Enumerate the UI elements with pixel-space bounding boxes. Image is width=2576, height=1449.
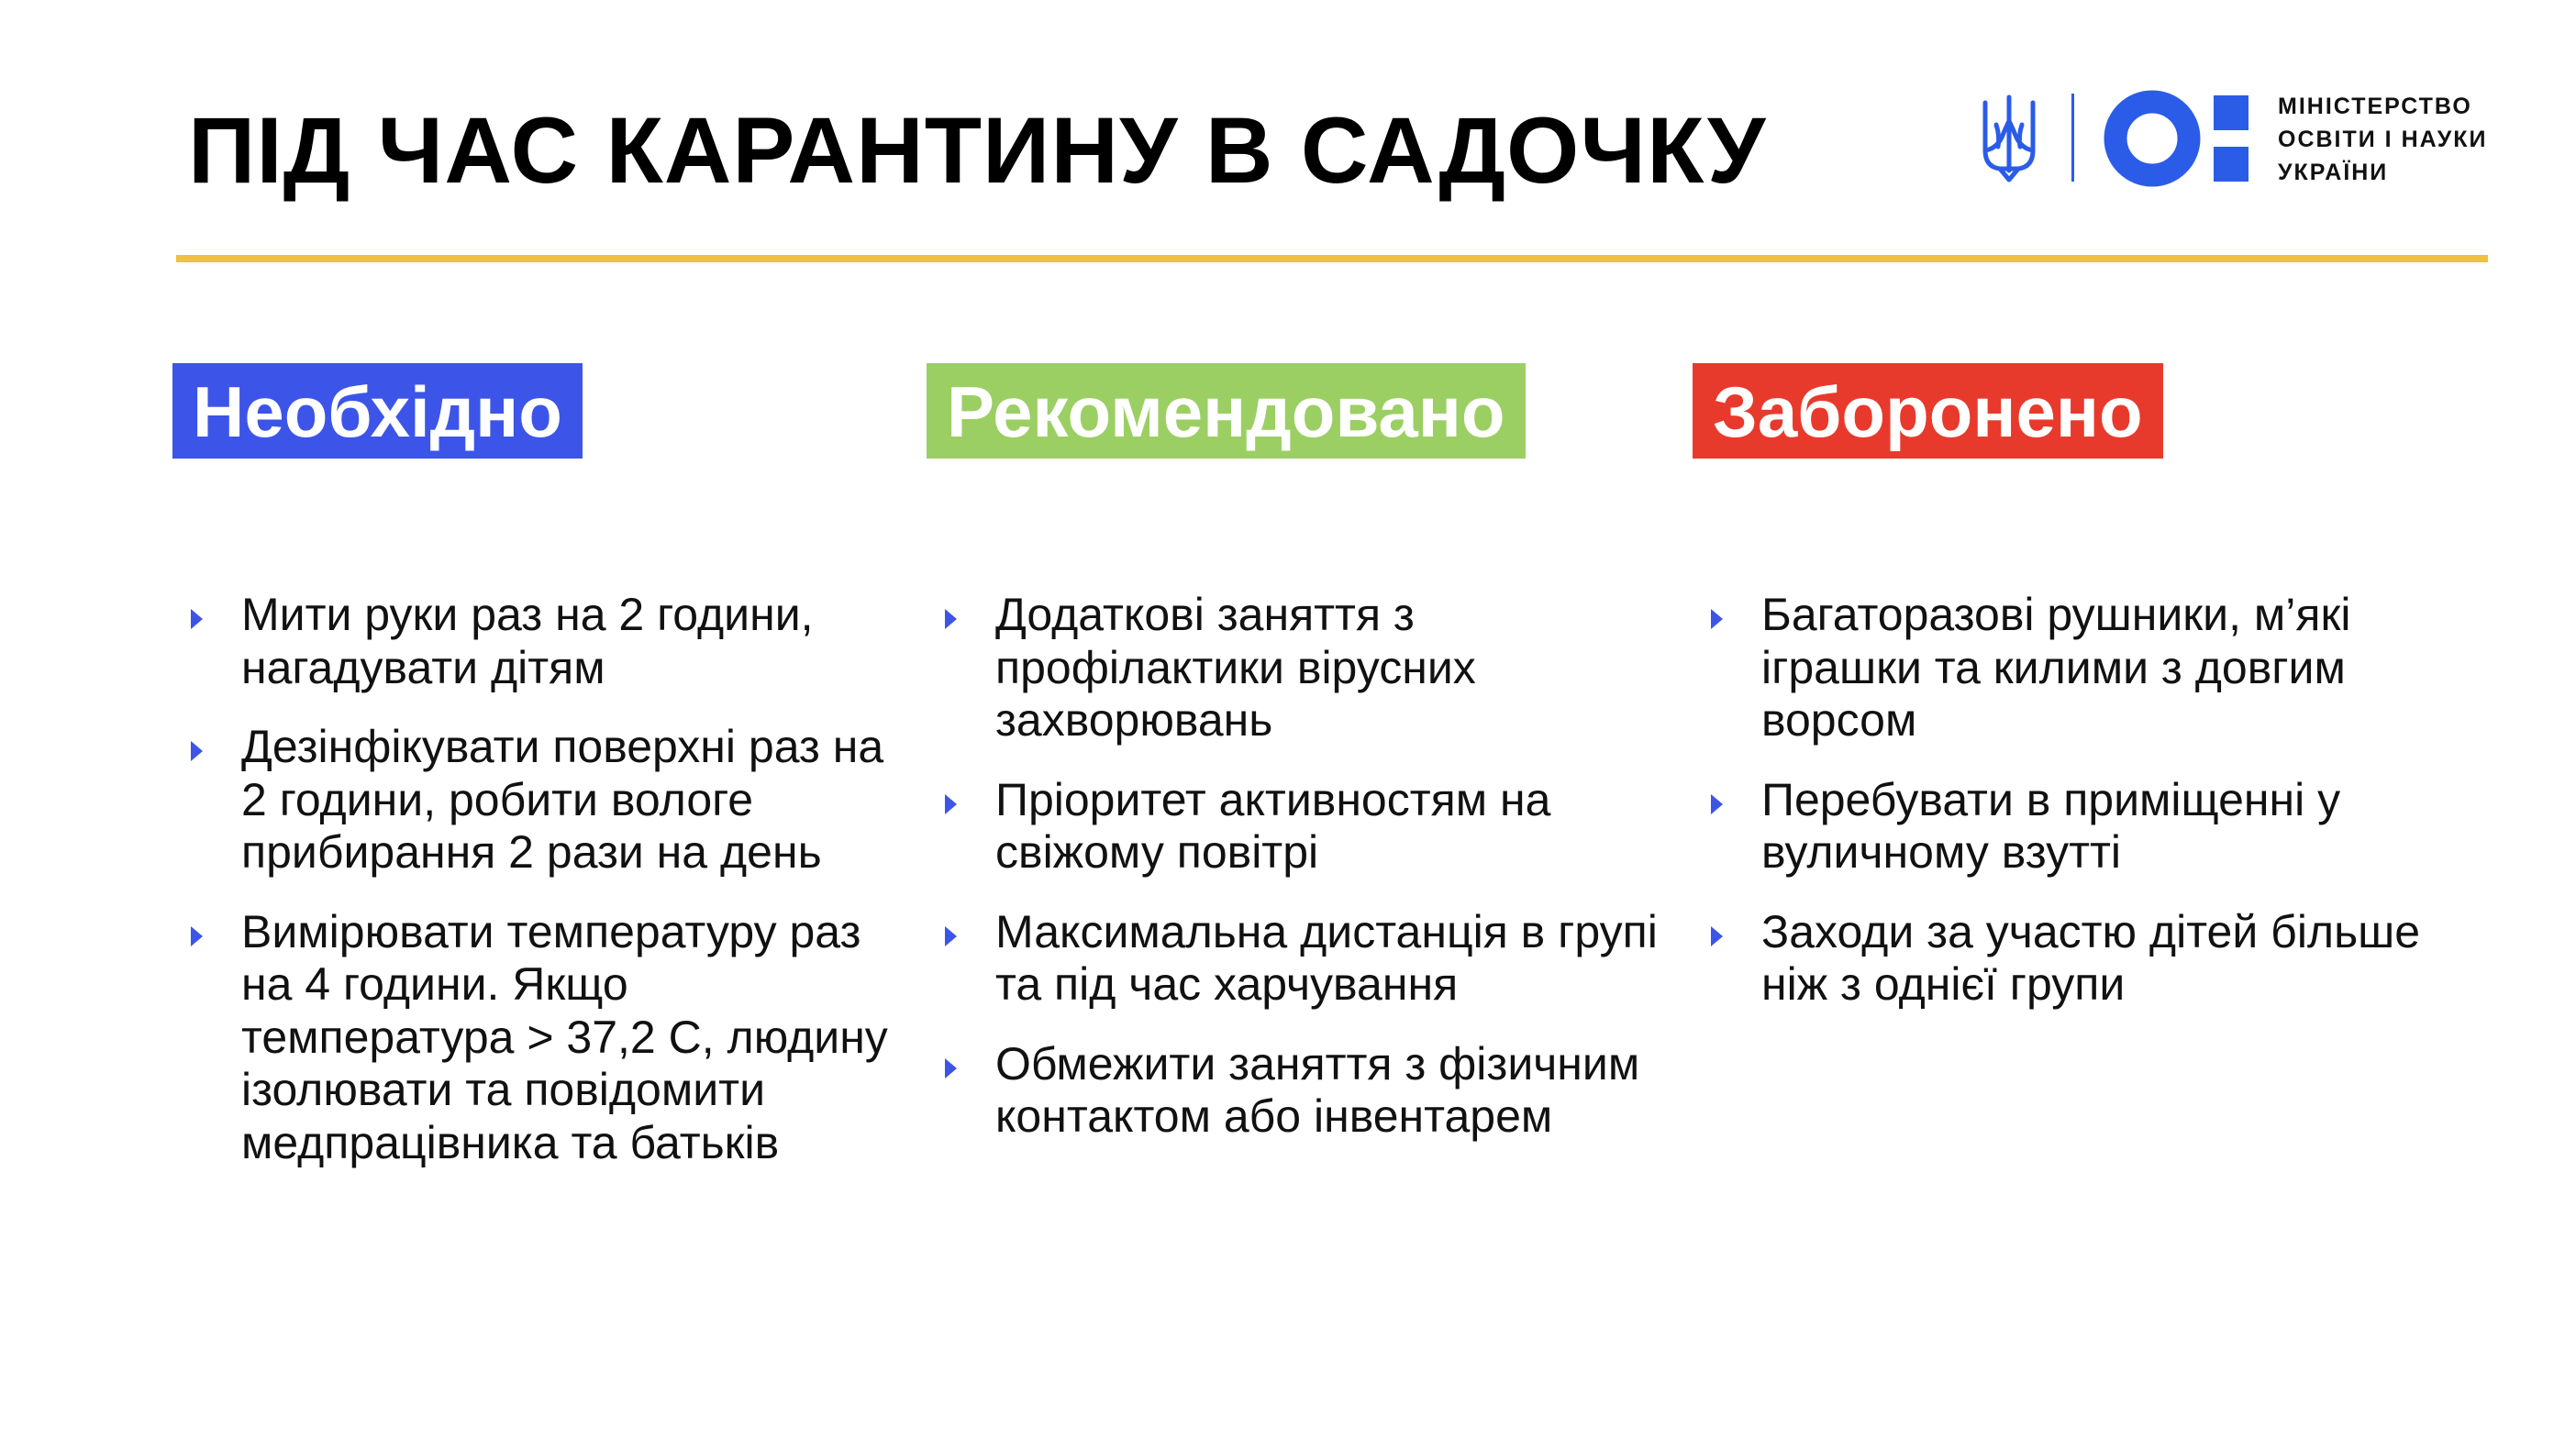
- header-divider: [176, 255, 2488, 262]
- bullet-triangle-icon: [945, 609, 957, 629]
- list-item-text: Вимірювати температуру раз на 4 години. Якщо температура > 37,2 С, людину ізолювати та повідомити медпрацівника та батьків: [241, 905, 888, 1168]
- list-item: [1711, 774, 2491, 879]
- ministry-line: ОСВІТИ І НАУКИ: [2278, 127, 2488, 152]
- list-item-text: Перебувати в приміщенні у вуличному взутті: [1761, 773, 2341, 878]
- list-item-text: Дезінфікувати поверхні раз на 2 години, робити вологе прибирання 2 рази на день: [241, 721, 884, 878]
- forbidden-badge: Заборонено: [1693, 363, 2163, 459]
- trident-icon: [1980, 94, 2038, 183]
- list-item-text: Мити руки раз на 2 години, нагадувати дітям: [241, 589, 814, 693]
- bullet-triangle-icon: [191, 741, 203, 761]
- ministry-line: МІНІСТЕРСТВО: [2278, 94, 2472, 119]
- list-item-text: Максимальна дистанція в групі та під час харчування: [995, 905, 1658, 1010]
- list-item: [945, 774, 1679, 879]
- list-item-text: Обмежити заняття з фізичним контактом або інвентарем: [995, 1037, 1640, 1142]
- bullet-triangle-icon: [1711, 794, 1723, 814]
- list-item: [945, 1038, 1679, 1144]
- list-item: [1711, 589, 2491, 747]
- ministry-line: УКРАЇНИ: [2278, 160, 2389, 185]
- list-item: [1711, 906, 2491, 1012]
- recommended-badge: Рекомендовано: [927, 363, 1526, 459]
- column-required: [172, 363, 888, 1168]
- bullet-triangle-icon: [945, 1058, 957, 1078]
- list-item-text: Пріоритет активностям на свіжому повітрі: [995, 773, 1551, 878]
- list-item: [191, 721, 906, 879]
- page-title: ПІД ЧАС КАРАНТИНУ В САДОЧКУ: [188, 98, 1767, 203]
- logo-separator: [2071, 94, 2074, 182]
- bullet-triangle-icon: [945, 794, 957, 814]
- recommended-list: [945, 589, 1679, 1170]
- list-item-text: Додаткові заняття з профілактики вірусних захворювань: [995, 589, 1476, 746]
- bullet-triangle-icon: [191, 926, 203, 946]
- column-forbidden: [1693, 363, 2472, 1010]
- bullet-triangle-icon: [191, 609, 203, 629]
- bullet-triangle-icon: [1711, 609, 1723, 629]
- list-item-text: Багаторазові рушники, м’які іграшки та килими з довгим ворсом: [1761, 589, 2351, 746]
- required-list: [191, 589, 906, 1196]
- required-badge: Необхідно: [172, 363, 583, 459]
- ministry-mark-icon: [2104, 88, 2250, 189]
- bullet-triangle-icon: [1711, 926, 1723, 946]
- forbidden-list: [1711, 589, 2491, 1038]
- ministry-name: [2278, 90, 2488, 189]
- list-item: [945, 906, 1679, 1012]
- ministry-logo: [1980, 88, 2493, 189]
- list-item-text: Заходи за участю дітей більше ніж з однієї групи: [1761, 905, 2421, 1010]
- bullet-triangle-icon: [945, 926, 957, 946]
- list-item: [945, 589, 1679, 747]
- column-recommended: [927, 363, 1660, 1142]
- list-item: [191, 906, 906, 1170]
- list-item: [191, 589, 906, 694]
